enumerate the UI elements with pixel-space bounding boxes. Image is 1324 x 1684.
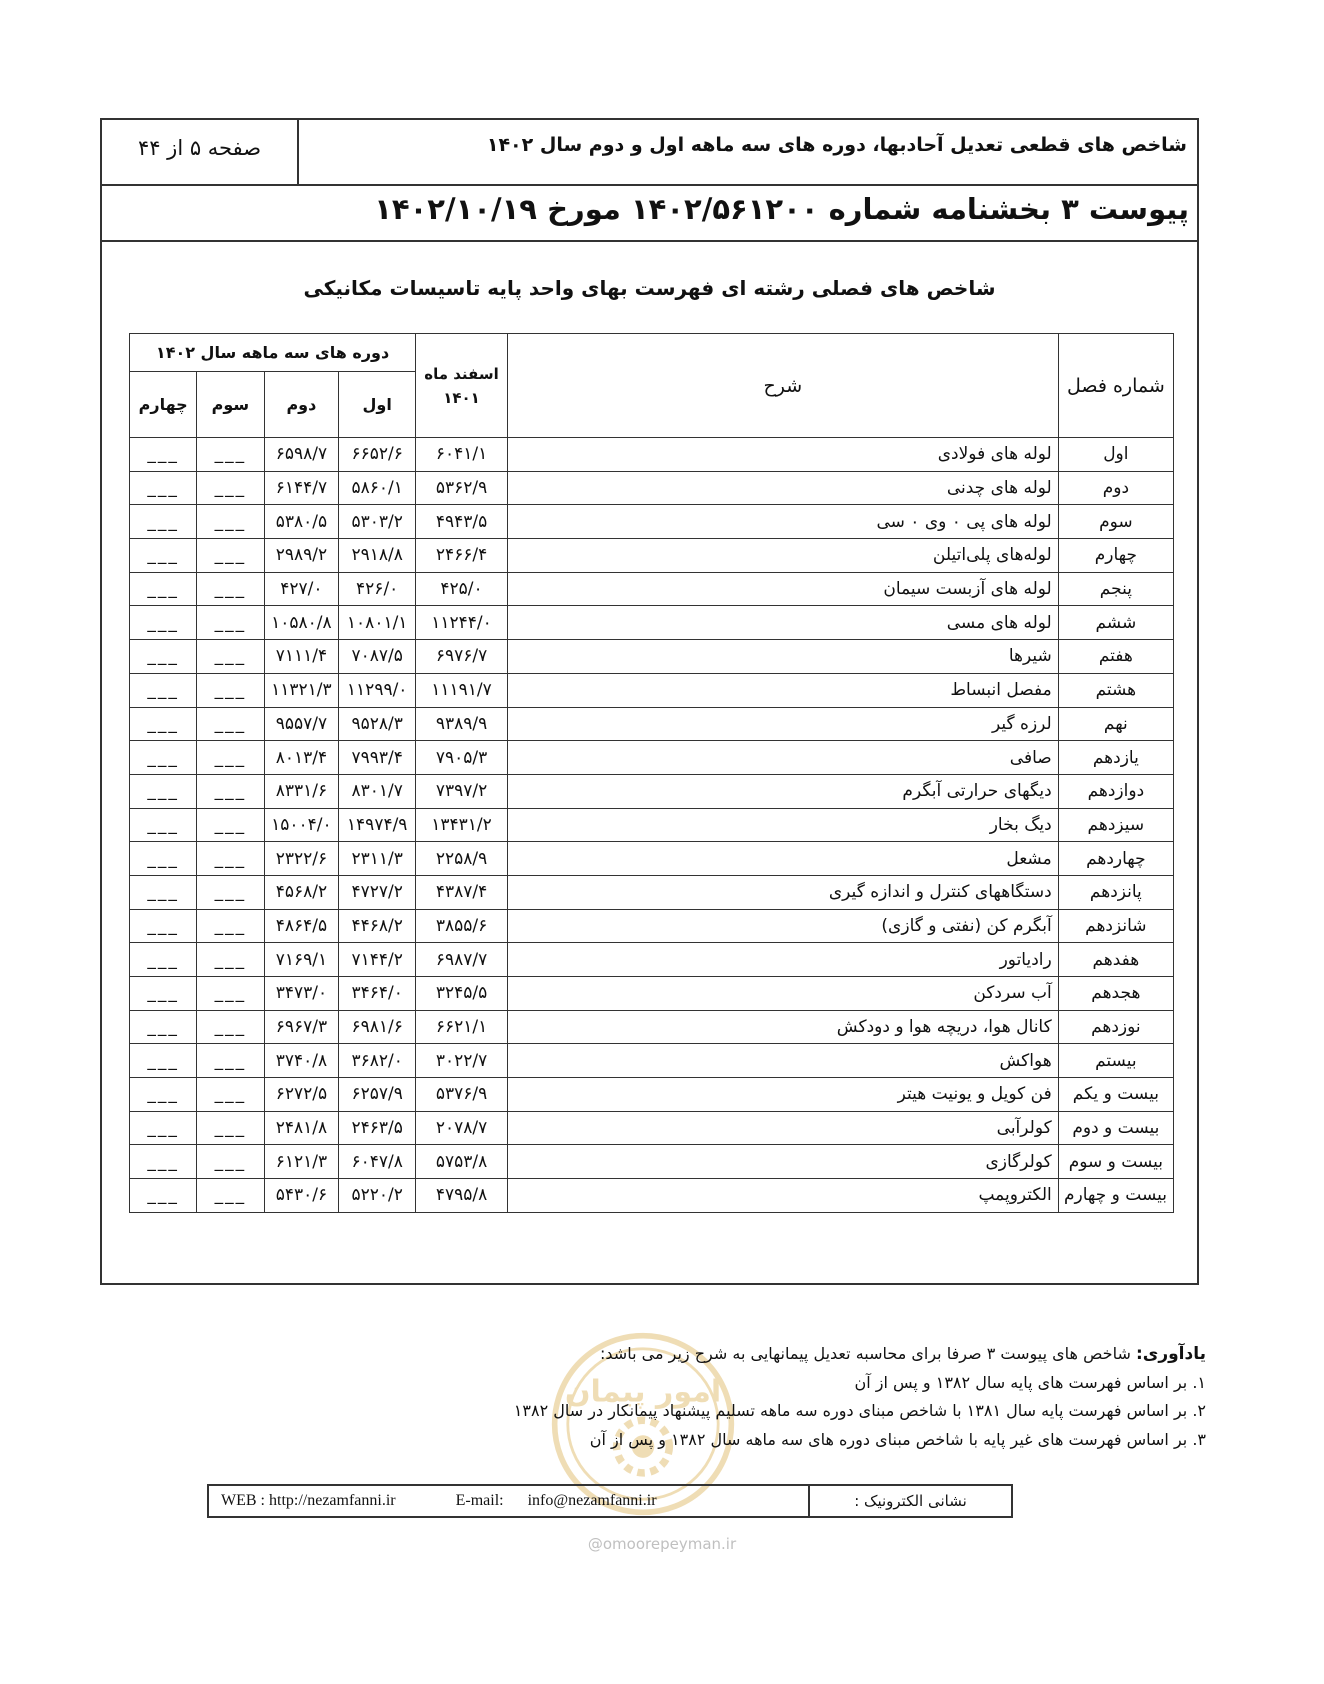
cell-fasl: هجدهم: [1058, 977, 1173, 1011]
cell-q2: ۶۱۴۴/۷: [264, 471, 339, 505]
cell-esfand: ۹۳۸۹/۹: [416, 707, 508, 741]
cell-q1: ۱۰۸۰۱/۱: [339, 606, 416, 640]
cell-q3: ___: [197, 539, 264, 573]
note-section: [446, 1340, 1206, 1454]
cell-q1: ۴۷۲۷/۲: [339, 875, 416, 909]
contact-label: نشانی الکترونیک :: [808, 1486, 1011, 1516]
cell-q4: ___: [130, 438, 197, 472]
cell-q4: ___: [130, 842, 197, 876]
cell-q1: ۸۳۰۱/۷: [339, 774, 416, 808]
cell-desc: لوله‌های پلی‌اتیلن: [507, 539, 1058, 573]
cell-desc: لوله های چدنی: [507, 471, 1058, 505]
cell-q2: ۷۱۶۹/۱: [264, 943, 339, 977]
cell-q2: ۲۳۲۲/۶: [264, 842, 339, 876]
cell-q4: ___: [130, 539, 197, 573]
table-row: [130, 1078, 1174, 1112]
cell-q4: ___: [130, 505, 197, 539]
cell-q3: ___: [197, 438, 264, 472]
cell-q2: ۹۵۵۷/۷: [264, 707, 339, 741]
cell-q4: ___: [130, 606, 197, 640]
cell-fasl: سیزدهم: [1058, 808, 1173, 842]
cell-q2: ۶۵۹۸/۷: [264, 438, 339, 472]
col-header-q2: دوم: [264, 372, 339, 438]
contact-email-label: E-mail:: [455, 1492, 504, 1509]
cell-q3: ___: [197, 875, 264, 909]
table-row: [130, 539, 1174, 573]
cell-q2: ۶۹۶۷/۳: [264, 1010, 339, 1044]
cell-q3: ___: [197, 1010, 264, 1044]
cell-desc: دیگ بخار: [507, 808, 1058, 842]
cell-q3: ___: [197, 1111, 264, 1145]
cell-esfand: ۵۷۵۳/۸: [416, 1145, 508, 1179]
page-number: صفحه ۵ از ۴۴: [137, 136, 262, 160]
cell-esfand: ۵۳۶۲/۹: [416, 471, 508, 505]
cell-q2: ۲۴۸۱/۸: [264, 1111, 339, 1145]
cell-q1: ۱۴۹۷۴/۹: [339, 808, 416, 842]
cell-q3: ___: [197, 842, 264, 876]
cell-q4: ___: [130, 707, 197, 741]
cell-q4: ___: [130, 1111, 197, 1145]
cell-q3: ___: [197, 505, 264, 539]
cell-q3: ___: [197, 1044, 264, 1078]
cell-esfand: ۵۳۷۶/۹: [416, 1078, 508, 1112]
note-intro-line: [446, 1340, 1206, 1369]
cell-q2: ۱۵۰۰۴/۰: [264, 808, 339, 842]
cell-esfand: ۷۳۹۷/۲: [416, 774, 508, 808]
table-row: [130, 1179, 1174, 1213]
cell-q2: ۱۰۵۸۰/۸: [264, 606, 339, 640]
cell-desc: دیگهای حرارتی آبگرم: [507, 774, 1058, 808]
cell-fasl: چهارم: [1058, 539, 1173, 573]
note-item-1: ۱. بر اساس فهرست های پایه سال ۱۳۸۲ و پس از آن: [854, 1372, 1206, 1392]
cell-q3: ___: [197, 977, 264, 1011]
cell-q1: ۱۱۲۹۹/۰: [339, 673, 416, 707]
cell-esfand: ۴۲۵/۰: [416, 572, 508, 606]
note-item-3: ۳. بر اساس فهرست های غیر پایه با شاخص مبنای دوره های سه ماهه سال ۱۳۸۲ و پس از آن: [589, 1429, 1206, 1449]
cell-esfand: ۴۷۹۵/۸: [416, 1179, 508, 1213]
cell-fasl: بیست و دوم: [1058, 1111, 1173, 1145]
cell-q3: ___: [197, 909, 264, 943]
table-row: [130, 640, 1174, 674]
cell-desc: کولرگازی: [507, 1145, 1058, 1179]
contact-values: [209, 1486, 808, 1516]
cell-esfand: ۲۰۷۸/۷: [416, 1111, 508, 1145]
header-row: [102, 120, 1197, 186]
note-head: یادآوری:: [1135, 1344, 1206, 1364]
cell-q4: ___: [130, 1044, 197, 1078]
cell-desc: فن کویل و یونیت هیتر: [507, 1078, 1058, 1112]
cell-q3: ___: [197, 774, 264, 808]
cell-q3: ___: [197, 741, 264, 775]
cell-desc: آبگرم کن (نفتی و گازی): [507, 909, 1058, 943]
cell-q3: ___: [197, 943, 264, 977]
cell-q2: ۸۰۱۳/۴: [264, 741, 339, 775]
cell-q1: ۳۶۸۲/۰: [339, 1044, 416, 1078]
cell-q2: ۳۴۷۳/۰: [264, 977, 339, 1011]
cell-desc: مشعل: [507, 842, 1058, 876]
section-title: شاخص های فصلی رشته ای فهرست بهای واحد پایه تاسیسات مکانیکی: [303, 276, 996, 300]
cell-desc: لرزه گیر: [507, 707, 1058, 741]
cell-q1: ۲۴۶۳/۵: [339, 1111, 416, 1145]
contact-web[interactable]: WEB : http://nezamfanni.ir: [221, 1492, 396, 1509]
cell-fasl: هفتم: [1058, 640, 1173, 674]
cell-q1: ۳۴۶۴/۰: [339, 977, 416, 1011]
cell-desc: هواکش: [507, 1044, 1058, 1078]
cell-q4: ___: [130, 977, 197, 1011]
cell-q4: ___: [130, 875, 197, 909]
cell-q2: ۷۱۱۱/۴: [264, 640, 339, 674]
cell-q1: ۶۶۵۲/۶: [339, 438, 416, 472]
cell-esfand: ۴۹۴۳/۵: [416, 505, 508, 539]
cell-fasl: ششم: [1058, 606, 1173, 640]
cell-q4: ___: [130, 1145, 197, 1179]
cell-fasl: دوم: [1058, 471, 1173, 505]
cell-q3: ___: [197, 640, 264, 674]
cell-desc: لوله های فولادی: [507, 438, 1058, 472]
cell-q1: ۶۰۴۷/۸: [339, 1145, 416, 1179]
cell-q2: ۴۲۷/۰: [264, 572, 339, 606]
cell-fasl: چهاردهم: [1058, 842, 1173, 876]
cell-q4: ___: [130, 943, 197, 977]
table-row: [130, 471, 1174, 505]
cell-esfand: ۳۰۲۲/۷: [416, 1044, 508, 1078]
cell-fasl: بیست و سوم: [1058, 1145, 1173, 1179]
cell-desc: رادیاتور: [507, 943, 1058, 977]
cell-q4: ___: [130, 909, 197, 943]
cell-q4: ___: [130, 572, 197, 606]
cell-fasl: نهم: [1058, 707, 1173, 741]
cell-q1: ۷۱۴۴/۲: [339, 943, 416, 977]
col-header-quarters-group: دوره های سه ماهه سال ۱۴۰۲: [130, 334, 416, 372]
cell-q2: ۴۸۶۴/۵: [264, 909, 339, 943]
cell-q2: ۳۷۴۰/۸: [264, 1044, 339, 1078]
cell-q3: ___: [197, 707, 264, 741]
cell-fasl: شانزدهم: [1058, 909, 1173, 943]
col-header-q1: اول: [339, 372, 416, 438]
cell-desc: صافی: [507, 741, 1058, 775]
cell-q4: ___: [130, 640, 197, 674]
table-row: [130, 808, 1174, 842]
cell-fasl: بیست و یکم: [1058, 1078, 1173, 1112]
cell-q4: ___: [130, 1010, 197, 1044]
col-header-esfand: [416, 334, 508, 438]
cell-q3: ___: [197, 673, 264, 707]
cell-q1: ۷۹۹۳/۴: [339, 741, 416, 775]
cell-q3: ___: [197, 1145, 264, 1179]
contact-email[interactable]: info@nezamfanni.ir: [527, 1492, 657, 1509]
table-row: [130, 606, 1174, 640]
cell-desc: شیرها: [507, 640, 1058, 674]
table-row: [130, 505, 1174, 539]
svg-text:امور پیمان: امور پیمان: [564, 1374, 722, 1410]
cell-fasl: دوازدهم: [1058, 774, 1173, 808]
cell-fasl: نوزدهم: [1058, 1010, 1173, 1044]
cell-q1: ۵۸۶۰/۱: [339, 471, 416, 505]
table-row: [130, 842, 1174, 876]
table-row: [130, 673, 1174, 707]
table-row: [130, 1044, 1174, 1078]
cell-esfand: ۲۴۶۶/۴: [416, 539, 508, 573]
col-header-fasl: شماره فصل: [1058, 334, 1173, 438]
cell-q3: ___: [197, 572, 264, 606]
cell-fasl: پانزدهم: [1058, 875, 1173, 909]
cell-desc: لوله های آزبست سیمان: [507, 572, 1058, 606]
cell-desc: دستگاههای کنترل و اندازه گیری: [507, 875, 1058, 909]
cell-q1: ۵۲۲۰/۲: [339, 1179, 416, 1213]
cell-q3: ___: [197, 1179, 264, 1213]
cell-q1: ۶۲۵۷/۹: [339, 1078, 416, 1112]
cell-q3: ___: [197, 471, 264, 505]
cell-q1: ۲۹۱۸/۸: [339, 539, 416, 573]
cell-q2: ۵۴۳۰/۶: [264, 1179, 339, 1213]
cell-fasl: هفدهم: [1058, 943, 1173, 977]
note-item-2: ۲. بر اساس فهرست پایه سال ۱۳۸۱ با شاخص مبنای دوره سه ماهه تسلیم پیشنهاد پیمانکار در سال ۱۳۸۲: [513, 1401, 1206, 1420]
watermark-url: @omoorepeyman.ir: [587, 1535, 737, 1553]
cell-q4: ___: [130, 673, 197, 707]
table-row: [130, 572, 1174, 606]
cell-esfand: ۶۹۸۷/۷: [416, 943, 508, 977]
cell-q1: ۲۳۱۱/۳: [339, 842, 416, 876]
table-row: [130, 977, 1174, 1011]
cell-q2: ۶۱۲۱/۳: [264, 1145, 339, 1179]
cell-q2: ۲۹۸۹/۲: [264, 539, 339, 573]
col-header-q3: سوم: [197, 372, 264, 438]
cell-fasl: سوم: [1058, 505, 1173, 539]
cell-q4: ___: [130, 1179, 197, 1213]
cell-desc: کانال هوا، دریچه هوا و دودکش: [507, 1010, 1058, 1044]
cell-q1: ۴۲۶/۰: [339, 572, 416, 606]
col-header-esfand-line1: اسفند ماه: [424, 364, 499, 383]
col-header-esfand-line2: ۱۴۰۱: [443, 388, 480, 407]
cell-esfand: ۶۹۷۶/۷: [416, 640, 508, 674]
cell-fasl: بیست و چهارم: [1058, 1179, 1173, 1213]
cell-fasl: اول: [1058, 438, 1173, 472]
cell-q2: ۴۵۶۸/۲: [264, 875, 339, 909]
cell-fasl: بیستم: [1058, 1044, 1173, 1078]
cell-desc: آب سردکن: [507, 977, 1058, 1011]
cell-desc: لوله های مسی: [507, 606, 1058, 640]
cell-fasl: پنجم: [1058, 572, 1173, 606]
cell-fasl: یازدهم: [1058, 741, 1173, 775]
cell-q4: ___: [130, 471, 197, 505]
cell-q1: ۹۵۲۸/۳: [339, 707, 416, 741]
cell-desc: لوله های پی ٠ وی ٠ سی: [507, 505, 1058, 539]
page-frame: [100, 118, 1199, 1285]
table-row: [130, 943, 1174, 977]
cell-esfand: ۱۱۲۴۴/۰: [416, 606, 508, 640]
cell-q2: ۸۳۳۱/۶: [264, 774, 339, 808]
cell-esfand: ۶۶۲۱/۱: [416, 1010, 508, 1044]
cell-esfand: ۶۰۴۱/۱: [416, 438, 508, 472]
cell-q4: ___: [130, 741, 197, 775]
cell-desc: مفصل انبساط: [507, 673, 1058, 707]
cell-esfand: ۳۲۴۵/۵: [416, 977, 508, 1011]
table-row: [130, 1010, 1174, 1044]
cell-esfand: ۱۳۴۳۱/۲: [416, 808, 508, 842]
cell-q3: ___: [197, 808, 264, 842]
index-table: [129, 333, 1174, 1213]
page-number-box: [102, 120, 299, 184]
table-row: [130, 909, 1174, 943]
cell-q4: ___: [130, 1078, 197, 1112]
table-row: [130, 707, 1174, 741]
contact-email-wrap: [456, 1492, 657, 1510]
cell-q2: ۱۱۳۲۱/۳: [264, 673, 339, 707]
note-intro: شاخص های پیوست ۳ صرفا برای محاسبه تعدیل پیمانهایی به شرح زیر می باشد:: [600, 1344, 1131, 1363]
cell-desc: کولرآبی: [507, 1111, 1058, 1145]
annex-title: پیوست ۳ بخشنامه شماره ۱۴۰۲/۵۶۱۲۰۰ مورخ ۱۴۰۲/۱۰/۱۹: [374, 192, 1189, 226]
table-row: [130, 1145, 1174, 1179]
cell-q1: ۷۰۸۷/۵: [339, 640, 416, 674]
cell-q4: ___: [130, 808, 197, 842]
col-header-q4: چهارم: [130, 372, 197, 438]
table-row: [130, 774, 1174, 808]
index-table-body: [130, 438, 1174, 1213]
cell-esfand: ۲۲۵۸/۹: [416, 842, 508, 876]
contact-box: [207, 1484, 1013, 1518]
col-header-desc: شرح: [507, 334, 1058, 438]
table-row: [130, 1111, 1174, 1145]
annex-row: [102, 186, 1197, 242]
cell-esfand: ۷۹۰۵/۳: [416, 741, 508, 775]
cell-desc: الکتروپمپ: [507, 1179, 1058, 1213]
header-title: شاخص های قطعی تعدیل آحادبها، دوره های سه ماهه اول و دوم سال ۱۴۰۲: [486, 134, 1187, 156]
cell-q1: ۶۹۸۱/۶: [339, 1010, 416, 1044]
cell-q4: ___: [130, 774, 197, 808]
cell-q2: ۵۳۸۰/۵: [264, 505, 339, 539]
cell-q1: ۵۳۰۳/۲: [339, 505, 416, 539]
cell-esfand: ۱۱۱۹۱/۷: [416, 673, 508, 707]
table-row: [130, 875, 1174, 909]
table-row: [130, 741, 1174, 775]
table-row: [130, 438, 1174, 472]
cell-esfand: ۴۳۸۷/۴: [416, 875, 508, 909]
cell-q3: ___: [197, 606, 264, 640]
cell-q1: ۴۴۶۸/۲: [339, 909, 416, 943]
cell-esfand: ۳۸۵۵/۶: [416, 909, 508, 943]
cell-q2: ۶۲۷۲/۵: [264, 1078, 339, 1112]
cell-q3: ___: [197, 1078, 264, 1112]
cell-fasl: هشتم: [1058, 673, 1173, 707]
